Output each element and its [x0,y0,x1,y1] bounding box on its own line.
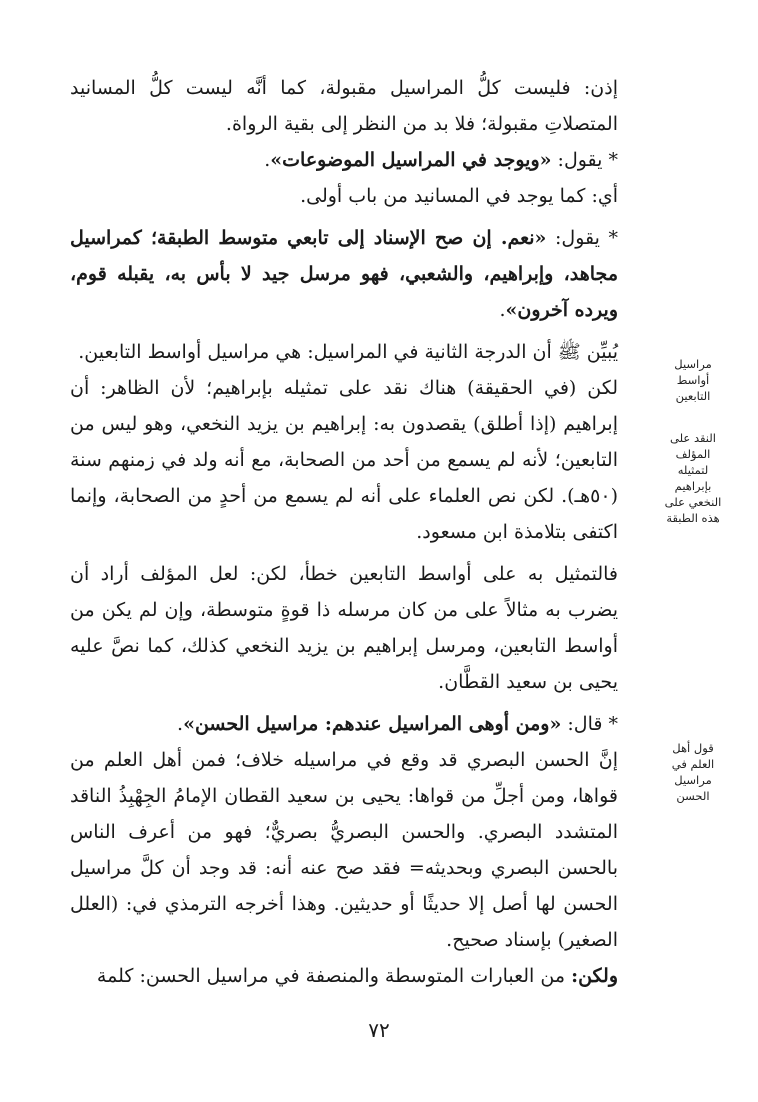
paragraph-3: أي: كما يوجد في المسانيد من باب أولى. [300,185,618,207]
margin-note-2: النقد على المؤلف لتمثيله بإبراهيم النخعي على هذه الطبقة [664,431,722,525]
page-number: ٧٢ [368,1018,390,1042]
paragraph-text: من العبارات المتوسطة والمنصفة في مراسيل الحسن: كلمة [96,965,572,987]
paragraph-9: إنَّ الحسن البصري قد وقع في مراسيله خلاف؛ فمن أهل العلم من قواها، ومن أجلِّ من قواها: يحيى بن سعيد القطان الإمامُ الجِهْبِذُ الناقد المتشدد البصري. والحسن البصريُّ بصريٌّ؛ فهو من أعرف الناس بالحسن البصري وبحديثه= فقد صح عنه أنه: قد وجد أن كلَّ مراسيل الحسن لها أصل إلا حديثًا أو حديثين. وهذا أخرجه الترمذي في: (العلل الصغير) بإسناد صحيح. [70,749,618,951]
paragraph-8 [70,706,638,742]
quote-intro: * قال: [561,713,618,735]
paragraph-10 [70,958,638,994]
quote-end: . [264,149,271,171]
paragraph-2 [70,142,638,178]
paragraph-5: يُبيِّن ﷺ أن الدرجة الثانية في المراسيل: هي مراسيل أواسط التابعين. [78,341,618,363]
paragraph-7: فالتمثيل به على أواسط التابعين خطأ، لكن: لعل المؤلف أراد أن يضرب به مثالاً على من كان مرسله ذا قوةٍ متوسطة، وإن لم يكن من أواسط التابعين، ومرسل إبراهيم بن يزيد النخعي كذلك، كما نصَّ عليه يحيى بن سعيد القطَّان. [70,563,618,693]
quote-intro: * يقول: [551,149,618,171]
margin-note-1: مراسيل أواسط التابعين [674,357,712,403]
paragraph-1: إذن: فليست كلُّ المراسيل مقبولة، كما أنَّه ليست كلُّ المسانيد المتصلاتِ مقبولة؛ فلا بد من النظر إلى بقية الرواة. [70,77,618,135]
quote-text: «نعم. إن صح الإسناد إلى تابعي متوسط الطبقة؛ كمراسيل مجاهد، وإبراهيم، والشعبي، فهو مرسل جيد لا بأس به، يقبله قوم، ويرده آخرون» [70,227,618,321]
quote-end: . [177,713,184,735]
quote-end: . [499,299,506,321]
margin-note-3: قول أهل العلم في مراسيل الحسن [671,741,715,803]
quote-text: «ومن أوهى المراسيل عندهم: مراسيل الحسن» [183,713,562,735]
paragraph-4 [70,220,638,328]
lead-word: ولكن: [571,965,618,987]
quote-text: «ويوجد في المراسيل الموضوعات» [270,149,552,171]
main-text [70,70,638,994]
quote-intro: * يقول: [546,227,619,249]
paragraph-6: لكن (في الحقيقة) هناك نقد على تمثيله بإبراهيم؛ لأن الظاهر: أن إبراهيم (إذا أطلق) يقصدون به: إبراهيم بن يزيد النخعي، وهو ليس من التابعين؛ لأنه لم يسمع من أحد من الصحابة، مع أنه ولد في زمنهم سنة (٥٠هـ). لكن نص العلماء على أنه لم يسمع من أحدٍ من الصحابة، وإنما اكتفى بتلامذة ابن مسعود. [70,377,619,543]
